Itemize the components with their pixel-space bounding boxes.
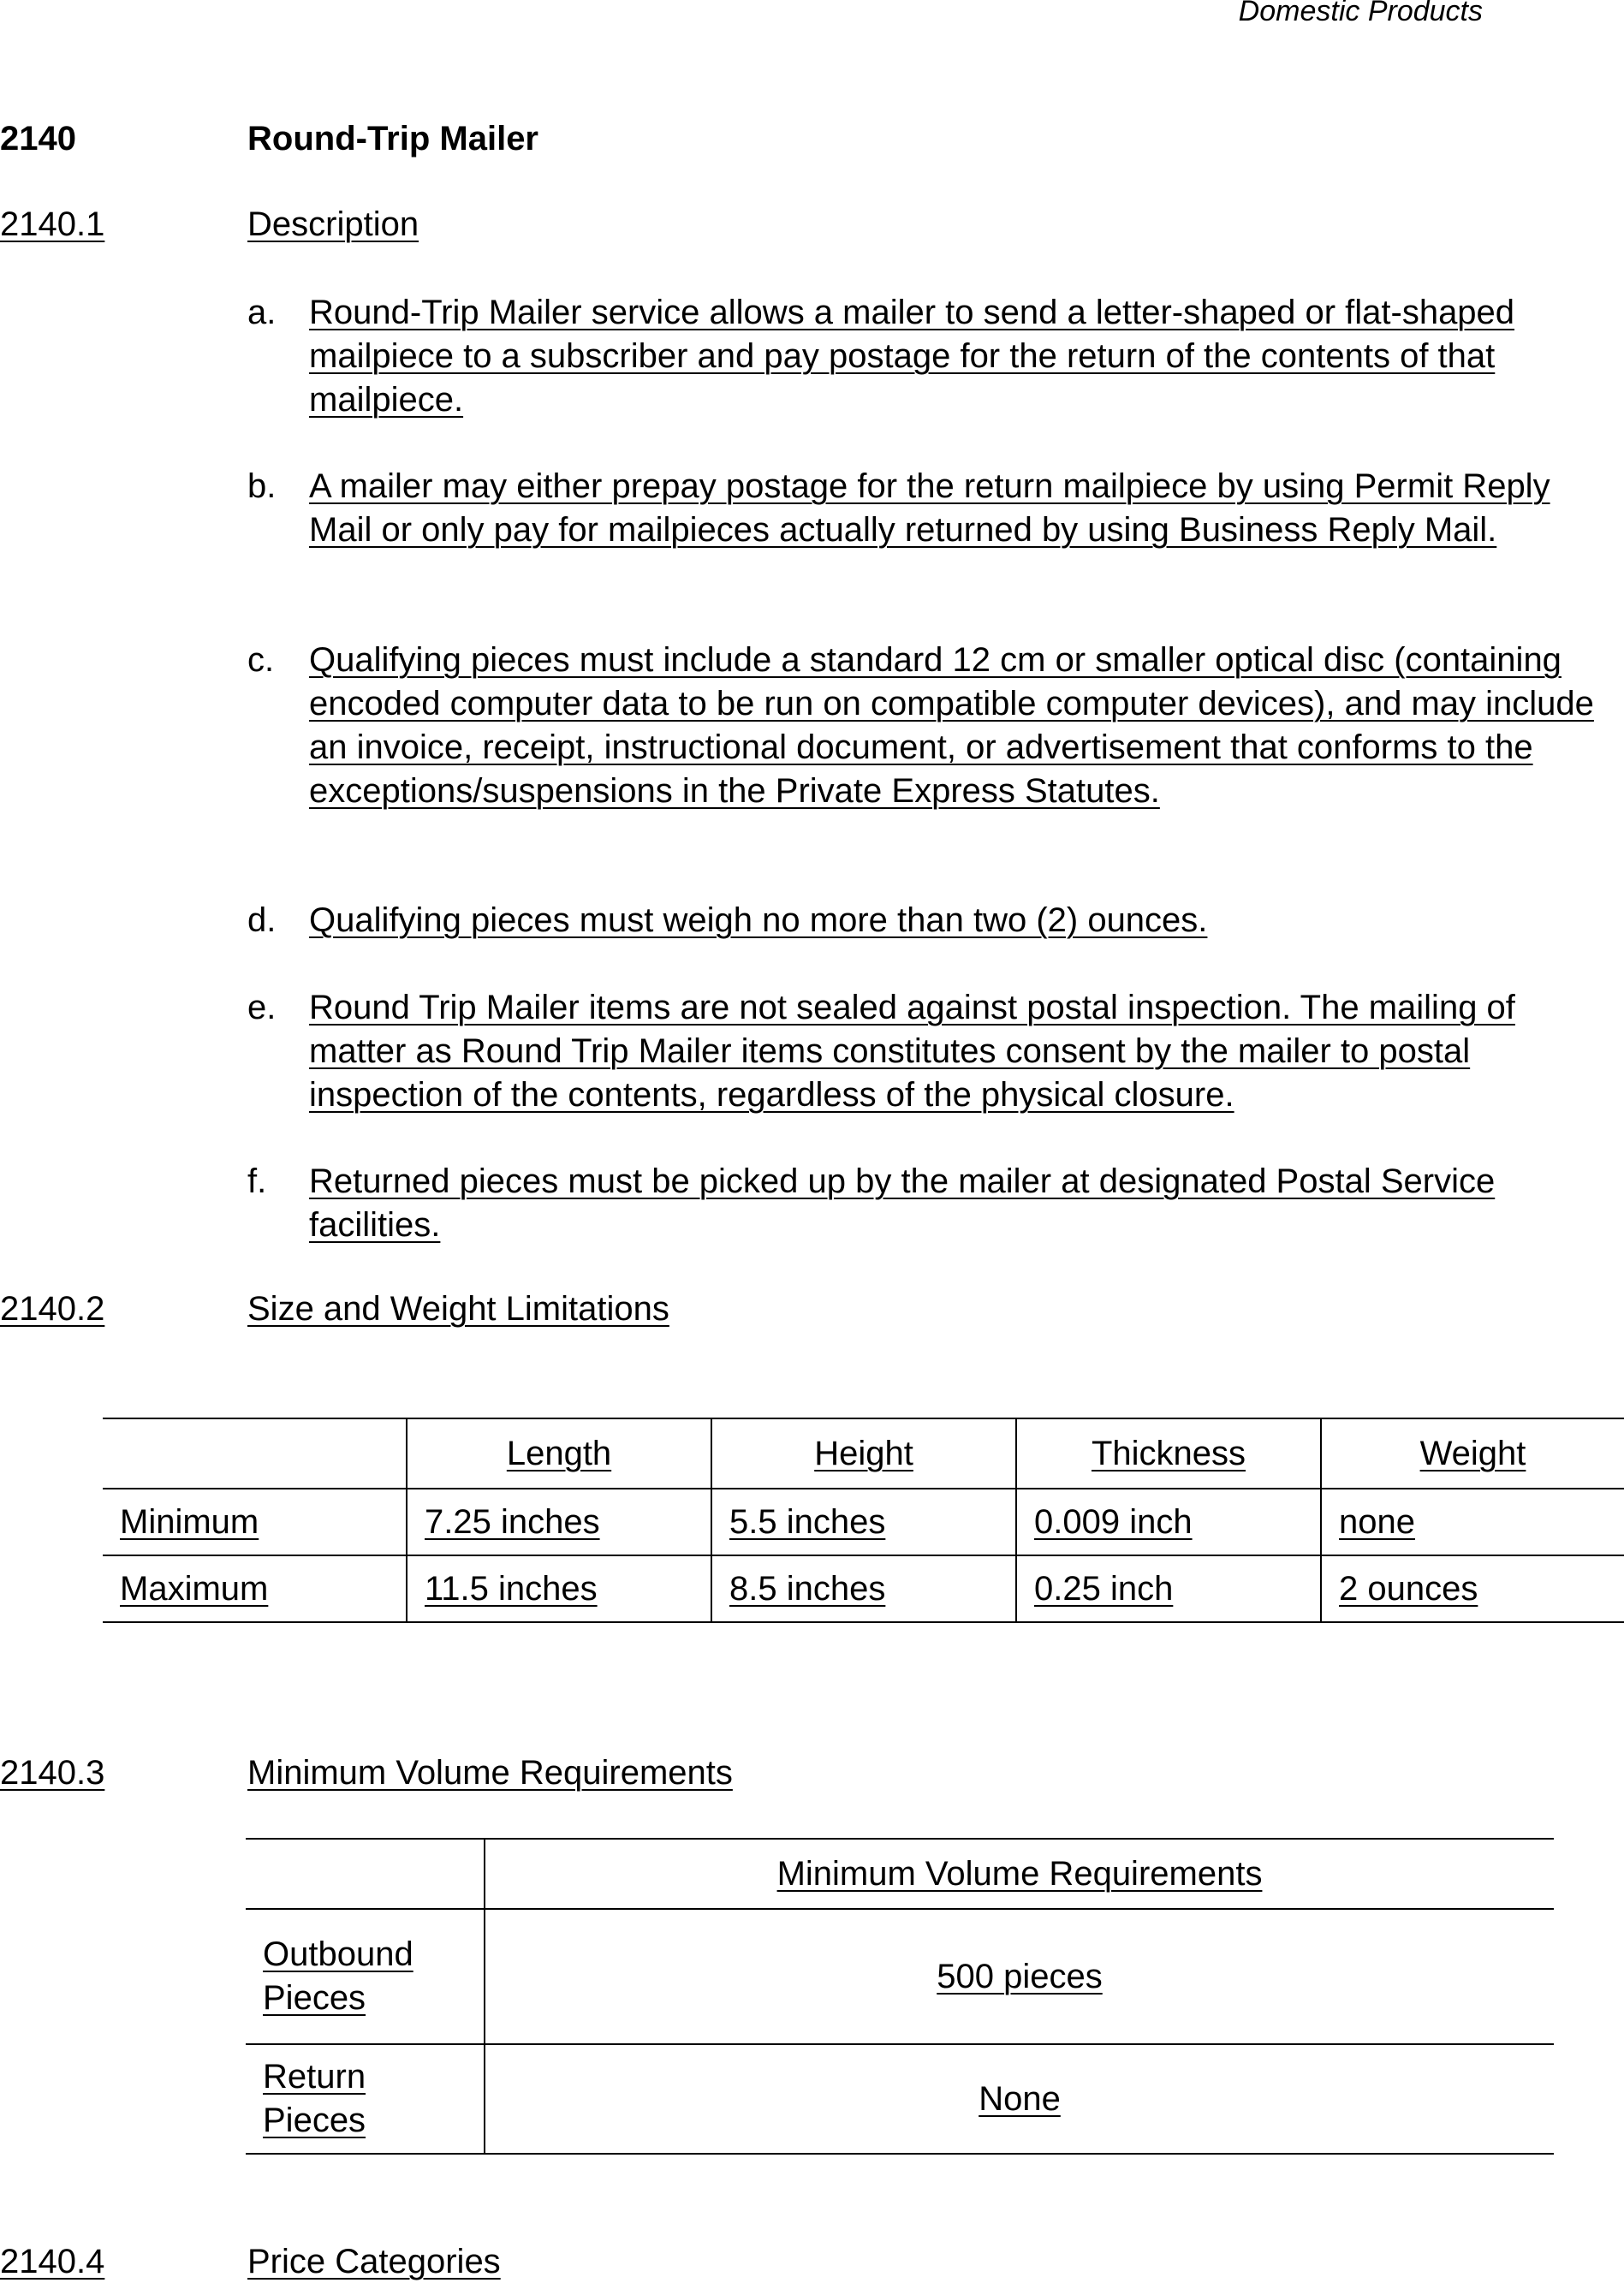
section-number: 2140 [0, 120, 76, 158]
item-letter: a. [247, 294, 277, 331]
description-item-f [247, 1160, 1617, 1247]
row-label [246, 2044, 485, 2154]
volume-number: 2140.3 [0, 1754, 105, 1792]
column-header: Length [407, 1418, 711, 1489]
table-cell: 5.5 inches [711, 1489, 1016, 1555]
description-item-b [247, 465, 1617, 552]
table-cell: 0.25 inch [1016, 1555, 1321, 1622]
row-label [246, 1909, 485, 2044]
item-text: Returned pieces must be picked up by the mailer at designated Postal Service facilities. [309, 1162, 1496, 1244]
table-cell: 0.009 inch [1016, 1489, 1321, 1555]
table-header-row [103, 1418, 1624, 1489]
column-header [246, 1839, 485, 1909]
item-text: Qualifying pieces must weigh no more than two (2) ounces. [309, 901, 1208, 939]
table-cell: Maximum [103, 1555, 407, 1622]
table-row [246, 1909, 1554, 2044]
table-cell: 2 ounces [1321, 1555, 1624, 1622]
row-label-line2: Pieces [263, 1979, 366, 2017]
table-cell: 7.25 inches [407, 1489, 711, 1555]
column-header [103, 1418, 407, 1489]
description-number: 2140.1 [0, 205, 105, 243]
section-title: Round-Trip Mailer [247, 120, 538, 158]
size-weight-number: 2140.2 [0, 1290, 105, 1328]
item-letter: d. [247, 901, 277, 939]
row-label-line1: Outbound [263, 1935, 413, 1973]
volume-title: Minimum Volume Requirements [247, 1754, 733, 1792]
item-text: Round-Trip Mailer service allows a mailer to send a letter-shaped or flat-shaped mailpiece to a subscriber and pay postage for the return of the contents of that mailpiece. [309, 294, 1515, 419]
price-number: 2140.4 [0, 2243, 105, 2280]
item-letter: b. [247, 467, 277, 505]
row-label-line2: Pieces [263, 2102, 366, 2139]
price-title: Price Categories [247, 2243, 501, 2280]
size-weight-title: Size and Weight Limitations [247, 1290, 669, 1328]
description-item-d [247, 899, 1617, 942]
description-item-a [247, 291, 1617, 422]
column-header: Minimum Volume Requirements [485, 1839, 1554, 1909]
table-row [246, 2044, 1554, 2154]
row-label-line1: Return [263, 2058, 366, 2096]
table-cell: 500 pieces [485, 1909, 1554, 2044]
table-header-row [246, 1839, 1554, 1909]
running-header: Domestic Products [1238, 0, 1483, 27]
item-text: A mailer may either prepay postage for the return mailpiece by using Permit Reply Mail or only pay for mailpieces actually returned by using Business Reply Mail. [309, 467, 1550, 549]
table-row [103, 1555, 1624, 1622]
column-header: Weight [1321, 1418, 1624, 1489]
size-weight-table [103, 1418, 1624, 1623]
description-title: Description [247, 205, 419, 243]
volume-table [246, 1838, 1554, 2155]
column-header: Height [711, 1418, 1016, 1489]
table-cell: 8.5 inches [711, 1555, 1016, 1622]
item-text: Qualifying pieces must include a standard 12 cm or smaller optical disc (containing encoded computer data to be run on compatible computer devices), and may include an invoice, receipt, instructional document, or advertisement that conforms to the exceptions/suspensions in the Private Express Statutes. [309, 641, 1594, 810]
table-cell: None [485, 2044, 1554, 2154]
table-cell: Minimum [103, 1489, 407, 1555]
item-letter: f. [247, 1162, 267, 1200]
description-item-e [247, 986, 1617, 1117]
item-letter: e. [247, 989, 277, 1026]
description-item-c [247, 639, 1617, 813]
item-text: Round Trip Mailer items are not sealed against postal inspection. The mailing of matter as Round Trip Mailer items constitutes consent by the mailer to postal inspection of the contents, regardless of the physical closure. [309, 989, 1515, 1114]
item-letter: c. [247, 641, 275, 679]
table-cell: 11.5 inches [407, 1555, 711, 1622]
table-row [103, 1489, 1624, 1555]
column-header: Thickness [1016, 1418, 1321, 1489]
table-cell: none [1321, 1489, 1624, 1555]
